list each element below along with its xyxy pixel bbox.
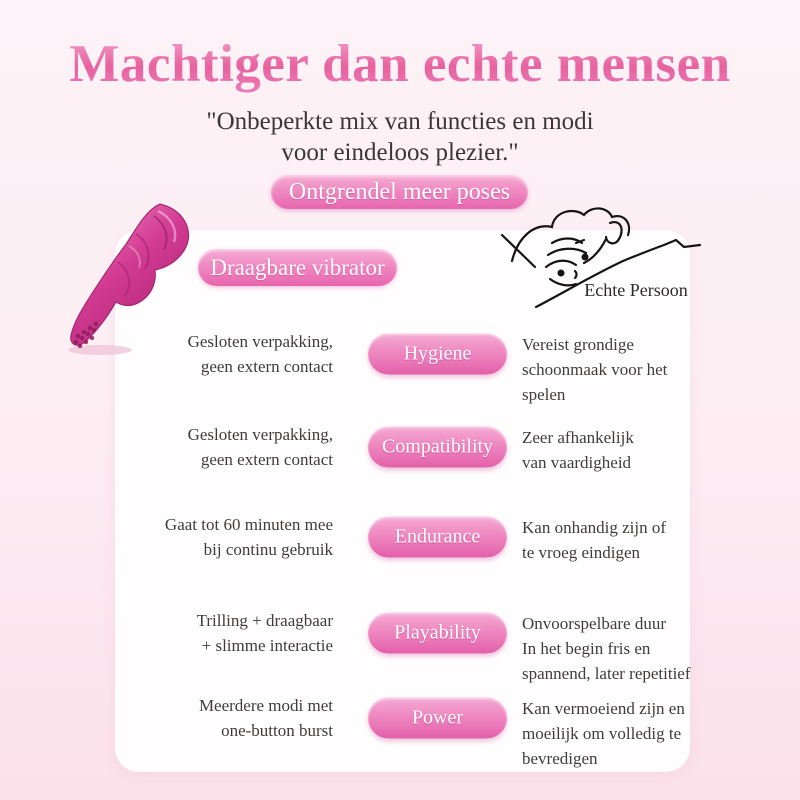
text-line: spannend, later repetitief	[522, 664, 691, 683]
text-line: geen extern contact	[200, 450, 333, 469]
text-line: Kan vermoeiend zijn en	[522, 699, 685, 718]
product-advantage-text	[141, 512, 333, 562]
text-line: Zeer afhankelijk	[522, 428, 634, 447]
headline: Machtiger dan echte mensen	[0, 34, 800, 94]
category-pill-label: Playability	[394, 621, 481, 644]
quote-text	[0, 106, 800, 168]
text-line: moeilijk om volledig te	[522, 724, 682, 743]
product-advantage-text	[141, 693, 333, 743]
category-pill	[368, 613, 507, 654]
unlock-poses-button[interactable]: Ontgrendel meer poses	[271, 175, 528, 209]
product-advantage-text	[141, 608, 333, 658]
person-drawback-text	[522, 696, 722, 771]
category-pill	[368, 698, 507, 739]
text-line: Gaat tot 60 minuten mee	[164, 515, 333, 534]
text-line: Onvoorspelbare duur	[522, 614, 666, 633]
text-line: van vaardigheid	[522, 453, 632, 472]
text-line: schoonmaak voor het	[522, 360, 668, 379]
category-pill-label: Endurance	[394, 525, 481, 548]
quote-line-2: voor eindeloos plezier."	[281, 139, 519, 166]
product-advantage-text	[141, 422, 333, 472]
text-line: spelen	[522, 385, 566, 404]
comparison-row	[115, 588, 691, 683]
text-line: Trilling + draagbaar	[196, 611, 333, 630]
category-pill	[368, 427, 507, 468]
category-pill-label: Power	[411, 706, 464, 729]
comparison-rows	[115, 230, 690, 772]
person-drawback-text	[522, 332, 722, 407]
category-pill	[368, 517, 507, 558]
text-line: Gesloten verpakking,	[187, 425, 333, 444]
person-label: Echte Persoon	[584, 280, 688, 300]
category-pill-label: Compatibility	[381, 435, 494, 458]
text-line: bevredigen	[522, 749, 598, 768]
person-drawback-text	[522, 515, 722, 565]
quote-line-1: "Onbeperkte mix van functies en modi	[206, 108, 594, 135]
text-line: Meerdere modi met	[198, 696, 333, 715]
text-line: Gesloten verpakking,	[187, 332, 333, 351]
text-line: te vroeg eindigen	[522, 543, 641, 562]
product-label-pill: Draagbare vibrator	[198, 249, 397, 286]
product-advantage-text	[141, 329, 333, 379]
comparison-row	[115, 309, 690, 404]
category-pill	[368, 334, 507, 375]
text-line: one-button burst	[221, 721, 333, 740]
text-line: In het begin fris en	[522, 639, 651, 658]
comparison-row	[115, 402, 690, 492]
category-pill-label: Hygiene	[403, 342, 472, 365]
text-line: bij continu gebruik	[203, 540, 333, 559]
text-line: Kan onhandig zijn of	[522, 518, 666, 537]
text-line: + slimme interactie	[201, 636, 333, 655]
comparison-row	[115, 492, 690, 582]
person-drawback-text	[522, 425, 722, 475]
comparison-row	[115, 673, 690, 768]
text-line: Vereist grondige	[522, 335, 634, 354]
text-line: geen extern contact	[200, 357, 333, 376]
